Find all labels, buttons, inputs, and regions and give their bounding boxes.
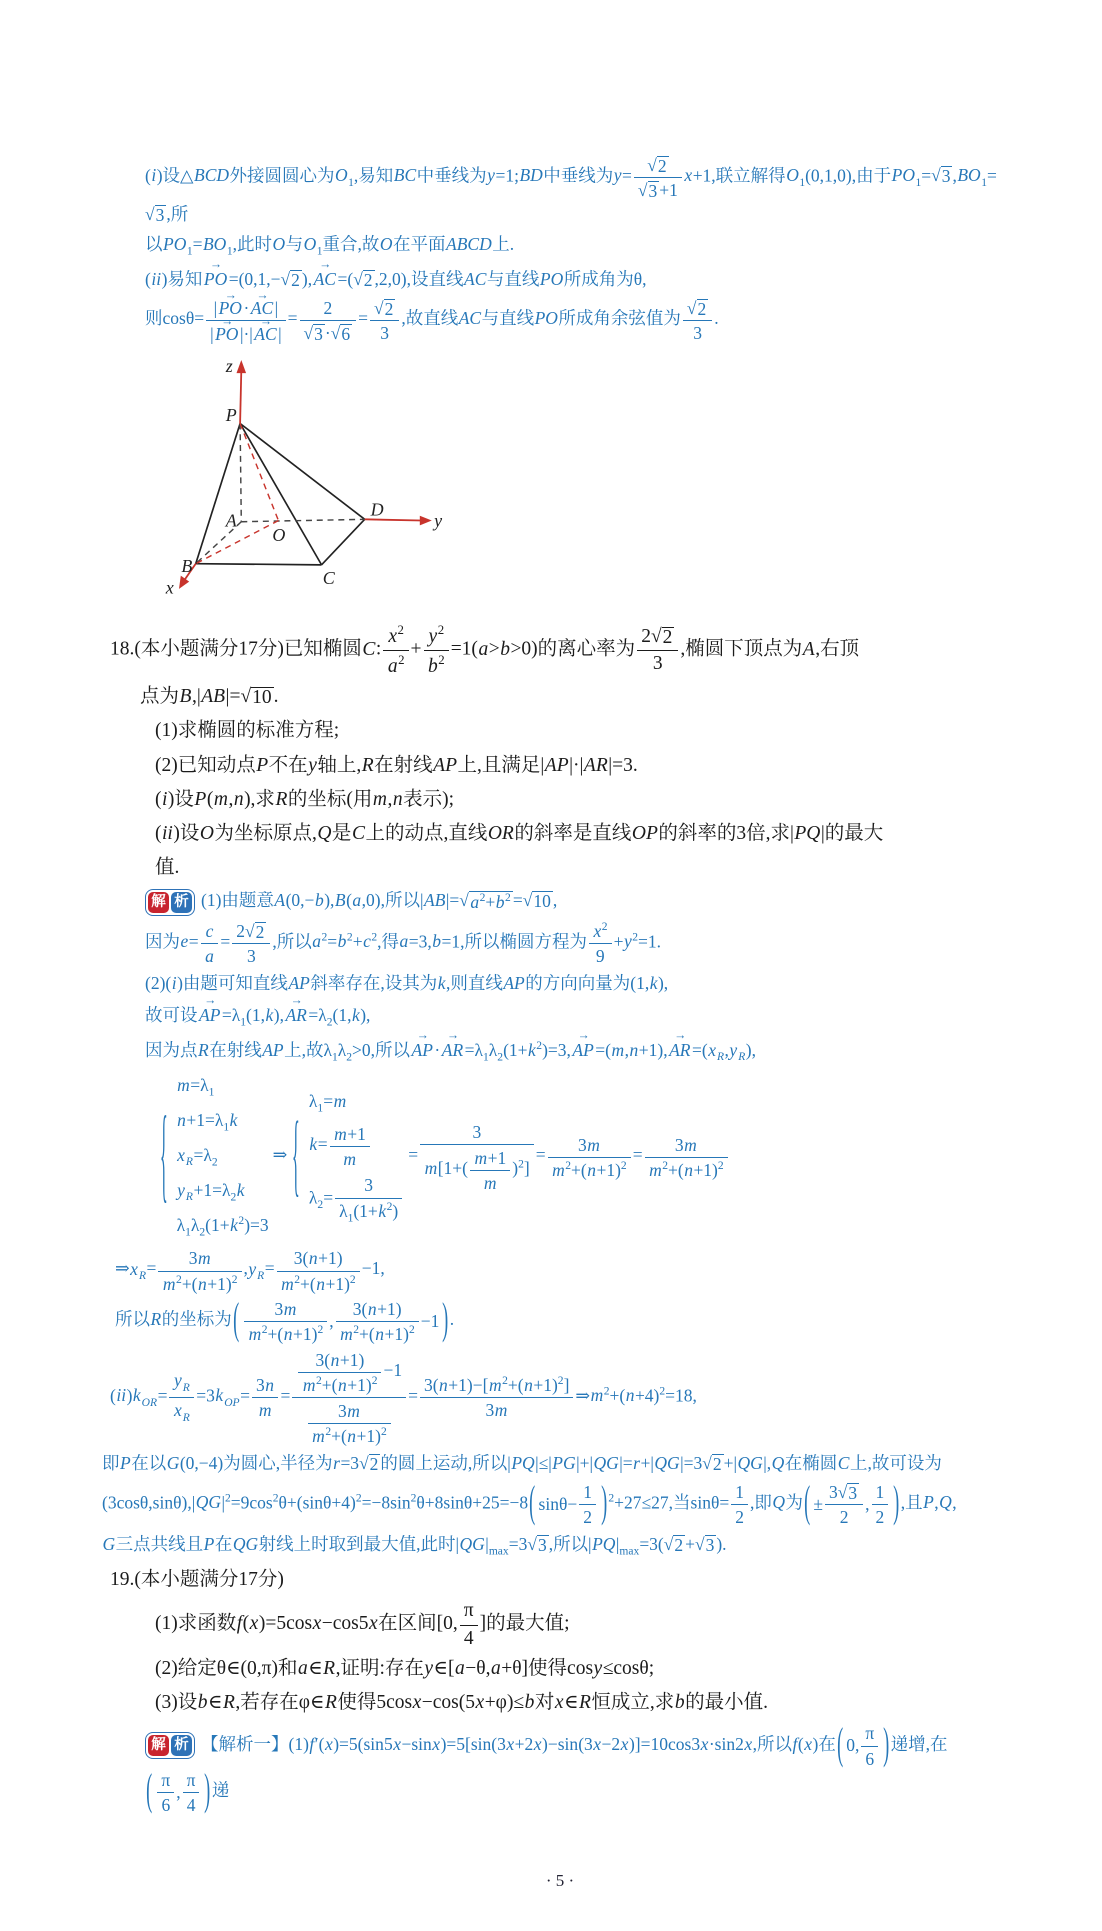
question-19 <box>110 1565 1010 1719</box>
question-line: 18.(本小题满分17分)已知椭圆C: $\frac{x^2}{a^2}$ + $\frac{y^2}{b^2}$ =1(a>b>0)的离心率为 2 √ 2 3 ,椭圆下顶点为A,右顶 <box>110 623 860 677</box>
solution-text: 【解析一】(1)f′(x)=5(sin5x−sinx)=5[sin(3x+2x)−sin(3x−2x)]=10cos3x·sin2x,所以f(x)在 ( 0, π 6 ) 递增,在 ( π 6 , π 4 ) 递 <box>146 1721 948 1816</box>
vertex-label-B: B <box>181 556 193 577</box>
xi-badge-char: 析 <box>171 892 192 913</box>
jie-badge-char: 解 <box>148 892 169 913</box>
question-line: (i)设P(m,n),求R的坐标(用m,n表示); <box>155 788 454 810</box>
solution-block-18 <box>102 887 1010 1560</box>
solution-line: $(ii)k_{OR}=$ $\frac{y_R}{x_R}$ $=3k_{OP}=$ $\frac{3n}{m}$ = $\frac{3(n+1)}{m^2+(n+1)^2}$ −1 $\frac{3m}{m^2+(n+1)^2}$ = $\frac{3(n+1)-[m^2+(n+1)^2]}{3m}$ $\Rightarrow m^2+(n+4)^2=18$, <box>110 1349 697 1447</box>
question-line: (2)已知动点P不在y轴上,R在射线AP上,且满足|AP|·|AR|=3. <box>155 754 638 776</box>
solution-line: 因为e= $\frac{c}{a}$ = 2 √ 2 3 ,所以$a^2=b^2+c^2$,得a=3,b=1,所以椭圆方程为 $\frac{x^2}{9}$ $+y^2=1$. <box>145 920 662 967</box>
solution-line: $(3\cos\theta,\sin\theta),|QG|^2=9\cos^2\theta+(\sin\theta+4)^2=-8\sin^2\theta+8\sin\theta+25=-8$ ( sin θ− 1 2 ) $^2$+27≤27,当sinθ= $\frac{1}{2}$ ,即Q为 ( ± 3 √ 3 2 , 1 2 ) ,且P,Q, <box>102 1479 957 1528</box>
question-line: (3)设b∈R,若存在φ∈R使得5cosx−cos(5x+φ)≤b对x∈R恒成立,求b的最小值. <box>155 1692 768 1714</box>
axis-label-z: z <box>225 356 233 377</box>
solution-text: (1)由题意A(0,−b),B(a,0),所以|AB|= √ $a^2+b^2$ = √ 10 , <box>201 890 558 913</box>
question-line: 点为B,|AB|= √ 10 . <box>140 686 279 709</box>
solution-line: (i)设△BCD外接圆圆心为$O_1$,易知BC中垂线为y=1;BD中垂线为y= √ 2 √ 3 +1 x+1,联立解得$O_1(0,1,0)$,由于$PO_1=$ √ 3 $,BO_1=$ √ 3 ,所 <box>145 155 997 225</box>
solution-line <box>145 1722 1010 1815</box>
jie-badge-char: 解 <box>148 1735 169 1756</box>
question-line: (1)求函数f(x)=5cosx−cos5x在区间[0, $\frac{\pi}{4}$ ]的最大值; <box>155 1600 570 1649</box>
vertex-label-D: D <box>370 500 384 521</box>
axis-label-x: x <box>165 577 174 598</box>
axis-label-y: y <box>434 510 443 531</box>
solution-line: 以$PO_1=BO_1$,此时O与$O_1$重合,故O在平面ABCD上. <box>145 234 515 258</box>
point-label-O: O <box>272 525 286 546</box>
solution-block-19 <box>110 1722 1010 1815</box>
solution-line: G三点共线且P在QG射线上时取到最大值,此时$|QG|_{max}=3$ √ 3 ,所以$|PQ|_{max}=3$( √ 2 + √ 3 ). <box>102 1534 727 1558</box>
question-line: (ii)设O为坐标原点,Q是C上的动点,直线OR的斜率是直线OP的斜率的3倍,求|PQ|的最大 <box>155 823 884 845</box>
question-18 <box>110 622 1010 883</box>
pyramid-figure <box>150 354 1010 608</box>
solution-line: 则cosθ= $\frac{|\to PO\cdot\to AC|}{|\to PO|\cdot|\to AC|}$ = 2 √ 3 · √ 6 = √ 2 3 ,故直线AC与直线PO所成角余弦值为 √ 2 3 . <box>145 296 1010 344</box>
jiexi-badge <box>145 1732 195 1759</box>
solution-line: 所以R的坐标为 ( 3m $m^2+(n+1)^2$ , 3(n+1) $m^2+(n+1)^2$ −1 ) . <box>115 1296 455 1345</box>
page-number: · 5 · <box>545 1870 575 1890</box>
solution-line: (ii)易知→ PO=(0,1,− √ 2 ),→ AC=( √ 2 ,2,0),设直线AC与直线PO所成角为θ, <box>145 265 1010 292</box>
vertex-label-A: A <box>225 510 237 531</box>
vertex-label-P: P <box>225 405 237 426</box>
solution-line <box>145 887 1010 915</box>
solution-block-top <box>110 154 1010 344</box>
pyramid-figure-svg <box>150 354 450 602</box>
solution-line: $\Rightarrow x_R=$ $\frac{3m}{m^2+(n+1)^2}$ $,y_R=$ $\frac{3(n+1)}{m^2+(n+1)^2}$ −1, <box>115 1248 385 1294</box>
red-dashed-segments <box>196 424 279 564</box>
jiexi-badge <box>145 889 195 916</box>
solution-line: (2)(i)由题可知直线AP斜率存在,设其为k,则直线AP的方向向量为(1,k), <box>145 973 669 994</box>
solution-line: 即P在以G(0,−4)为圆心,半径为r=3 √ 2 的圆上运动,所以|PQ|≤|PG|+|QG|=r+|QG|=3 √ 2 +|QG|,Q在椭圆C上,故可设为 <box>102 1453 942 1475</box>
question-line: (2)给定θ∈(0,π)和a∈R,证明:存在y∈[a−θ,a+θ]使得cosy≤cosθ; <box>155 1658 655 1680</box>
question-line: (1)求椭圆的标准方程; <box>155 720 340 742</box>
solution-line: 因为点R在射线AP上,故$\lambda_1\lambda_2>0$,所以→ $AP\cdot\to AR=\lambda_1\lambda_2(1+k^2)=3,\to AP=(m,n+1),\to AR=(x_R,y_R)$, <box>145 1036 1010 1067</box>
solution-line: { $m=\lambda_1$ $n+1=\lambda_1k$ $x_R=\lambda_2$ $y_R+1=\lambda_2k$ $\lambda_1\lambda_2(1+k^2)=3$ ⇒ { $\lambda_1=m$ k= $\frac{m+1}{m}$ $\lambda_2=$ $\frac{3}{\lambda_1(1+k^2)}$ = 3 m[1+( $\frac{m+1}{m}$ )$^2$] = $\frac{3m}{m^2+(n+1)^2}$ = $\frac{3m}{m^2+(n+1)^2}$ <box>155 1070 1010 1243</box>
question-line: 19.(本小题满分17分) <box>110 1568 284 1590</box>
solution-line: 故可设→ $AP=\lambda_1(1,k),\to AR=\lambda_2(1,k)$, <box>145 1001 1010 1032</box>
vertex-label-C: C <box>322 568 335 589</box>
question-line: 值. <box>155 857 180 879</box>
xi-badge-char: 析 <box>171 1735 192 1756</box>
